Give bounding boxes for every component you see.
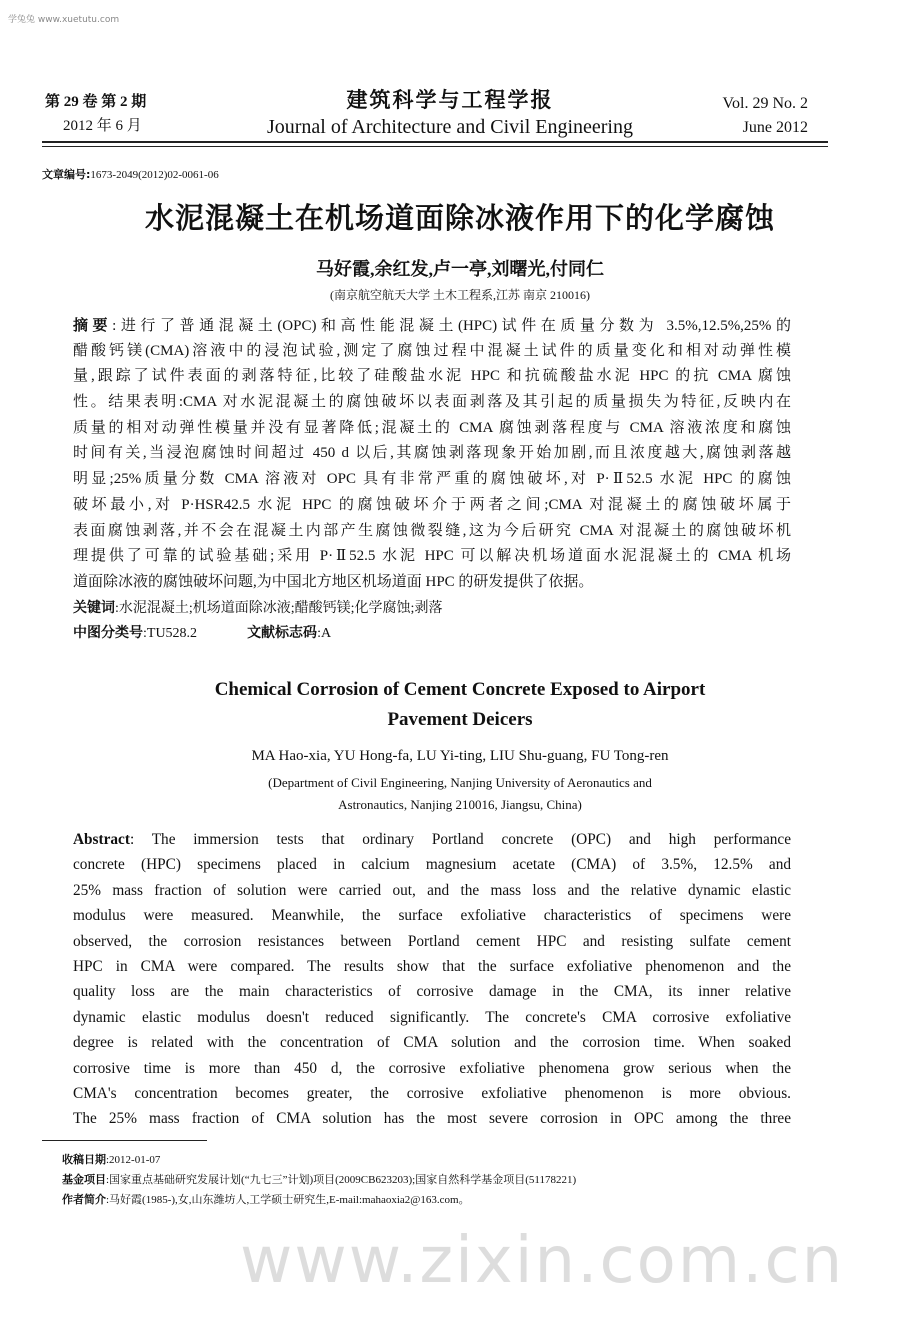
- title-en-line: Pavement Deicers: [387, 709, 533, 730]
- footnote-label: 收稿日期: [62, 1153, 106, 1166]
- doc-code-label: 文献标志码: [247, 625, 318, 641]
- date-cn: 2012 年 6 月: [63, 118, 142, 134]
- site-watermark-large: www.zixin.com.cn: [240, 1224, 845, 1298]
- footnote-received: [62, 1150, 576, 1170]
- abstract-en-line: CMA's concentration becomes greater, the corrosive exfoliative phenomenon is more obvious.: [73, 1084, 791, 1102]
- volume-en: Vol. 29 No. 2: [722, 95, 808, 112]
- volume-cn: 第 29 卷 第 2 期: [45, 94, 147, 110]
- abstract-en-line: corrosive time is more than 450 d, the corrosive exfoliative phenomena grow serious when the: [73, 1059, 791, 1077]
- abstract-cn-line: 表面腐蚀剥落,并不会在混凝土内部产生腐蚀微裂缝,这为今后研究 CMA 对混凝土的腐蚀破坏机: [73, 522, 791, 539]
- abstract-en-line: HPC in CMA were compared. The results show that the surface exfoliative phenomenon and the: [73, 957, 791, 975]
- footnote-label: 基金项目: [62, 1173, 106, 1186]
- abstract-cn-line: 道面除冰液的腐蚀破坏问题,为中国北方地区机场道面 HPC 的研发提供了依据。: [73, 573, 594, 590]
- journal-name-en: Journal of Architecture and Civil Engineering: [266, 116, 633, 138]
- keywords-value: :水泥混凝土;机场道面除冰液;醋酸钙镁;化学腐蚀;剥落: [115, 601, 443, 616]
- abstract-cn-line: 破坏最小,对 P·HSR42.5 水泥 HPC 的腐蚀破坏介于两者之间;CMA 对混凝土的腐蚀破坏属于: [73, 496, 791, 513]
- header-rule: [42, 141, 828, 143]
- journal-name-cn: 建筑科学与工程学报: [346, 88, 554, 112]
- date-en: June 2012: [742, 119, 808, 136]
- title-en-line: Chemical Corrosion of Cement Concrete Exposed to Airport: [214, 679, 706, 700]
- abstract-cn-line: [73, 313, 791, 339]
- abstract-en-line: concrete (HPC) specimens placed in calcium magnesium acetate (CMA) of 3.5%, 12.5% and: [73, 856, 791, 874]
- site-watermark: 学兔兔 www.xuetutu.com: [8, 15, 120, 25]
- footnotes: [62, 1150, 576, 1210]
- header-rule-thin: [42, 146, 828, 147]
- abstract-cn-text: :进行了普通混凝土(OPC)和高性能混凝土(HPC)试件在质量分数为 3.5%,12.5%,25%的: [112, 318, 791, 334]
- abstract-en-line: observed, the corrosion resistances between Portland cement HPC and resisting sulfate cement: [73, 932, 791, 950]
- keywords: [73, 598, 442, 618]
- abstract-en-line: 25% mass fraction of solution were carried out, and the mass loss and the relative dynamic elastic: [73, 881, 791, 899]
- footnote-rule: [42, 1140, 207, 1141]
- header-left: [45, 90, 146, 138]
- abstract-en-line: dynamic elastic modulus doesn't reduced significantly. The concrete's CMA corrosive exfoliative: [73, 1008, 791, 1026]
- abstract-cn-line: 时间有关,当浸泡腐蚀时间超过 450 d 以后,其腐蚀剥落现象开始加剧,而且浓度越大,腐蚀剥落越: [73, 445, 791, 462]
- footnote-text: :2012-01-07: [106, 1154, 161, 1166]
- abstract-en-line: The 25% mass fraction of CMA solution has the most severe corrosion in OPC among the three: [73, 1110, 791, 1128]
- abstract-cn-line: 醋酸钙镁(CMA)溶液中的浸泡试验,测定了腐蚀过程中混凝土试件的质量变化和相对动弹性模: [73, 342, 791, 359]
- abstract-en-text: : The immersion tests that ordinary Portland concrete (OPC) and high performance: [129, 831, 791, 848]
- article-number-value: 1673-2049(2012)02-0061-06: [90, 169, 219, 181]
- authors-cn: 马好霞,余红发,卢一亭,刘曙光,付同仁: [316, 259, 604, 279]
- affiliation-cn: (南京航空航天大学 土木工程系,江苏 南京 210016): [330, 288, 590, 302]
- footnote-text: :马好霞(1985-),女,山东潍坊人,工学硕士研究生,E-mail:mahaoxia2@163.com。: [106, 1194, 470, 1206]
- affiliation-en-line: (Department of Civil Engineering, Nanjing University of Aeronautics and: [268, 775, 652, 790]
- affiliation-en: [0, 772, 920, 816]
- affiliation-en-line: Astronautics, Nanjing 210016, Jiangsu, China): [338, 797, 582, 812]
- classification: [73, 623, 331, 643]
- header-right: [723, 92, 809, 140]
- title-cn: 水泥混凝土在机场道面除冰液作用下的化学腐蚀: [144, 201, 775, 235]
- keywords-label: 关键词: [73, 600, 115, 616]
- clc-label: 中图分类号: [73, 625, 143, 641]
- footnote-author-bio: [62, 1190, 576, 1210]
- abstract-en-line: degree is related with the concentration of CMA solution and the corrosion time. When soaked: [73, 1034, 791, 1052]
- abstract-cn: [73, 313, 791, 596]
- abstract-en-line: modulus were measured. Meanwhile, the surface exfoliative characteristics of specimens were: [73, 907, 791, 925]
- abstract-cn-line: 理提供了可靠的试验基础;采用 P·Ⅱ52.5 水泥 HPC 可以解决机场道面水泥混凝土的 CMA 机场: [73, 548, 791, 565]
- abstract-cn-line: 质量的相对动弹性模量并没有显著降低;混凝土的 CMA 腐蚀剥落程度与 CMA 溶液浓度和腐蚀: [73, 419, 791, 436]
- footnote-label: 作者简介: [62, 1193, 106, 1206]
- article-number-label: 文章编号:: [42, 168, 91, 181]
- title-en: [0, 675, 920, 735]
- abstract-en: [73, 827, 791, 1132]
- abstract-en-label: Abstract: [73, 831, 130, 848]
- abstract-cn-line: 量,跟踪了试件表面的剥落特征,比较了硅酸盐水泥 HPC 和抗硫酸盐水泥 HPC 的抗 CMA 腐蚀: [73, 368, 791, 385]
- abstract-cn-line: 明显;25%质量分数 CMA 溶液对 OPC 具有非常严重的腐蚀破坏,对 P·Ⅱ52.5 水泥 HPC 的腐蚀: [73, 471, 791, 488]
- authors-en: MA Hao-xia, YU Hong-fa, LU Yi-ting, LIU Shu-guang, FU Tong-ren: [251, 748, 669, 764]
- abstract-cn-label: 摘要: [73, 316, 113, 334]
- abstract-en-line: [73, 827, 791, 852]
- article-number: [42, 166, 219, 182]
- abstract-cn-line: 性。结果表明:CMA 对水泥混凝土的腐蚀破坏以表面剥落及其引起的质量损失为特征,反映内在: [73, 394, 791, 411]
- abstract-en-line: quality loss are the main characteristics of corrosive damage in the CMA, its inner relative: [73, 983, 791, 1001]
- journal-name: [200, 84, 700, 139]
- footnote-funding: [62, 1170, 576, 1190]
- clc-value: :TU528.2: [143, 626, 198, 641]
- footnote-text: :国家重点基础研究发展计划(“九七三”计划)项目(2009CB623203);国家自然科学基金项目(51178221): [106, 1174, 577, 1186]
- doc-code-value: :A: [317, 626, 332, 641]
